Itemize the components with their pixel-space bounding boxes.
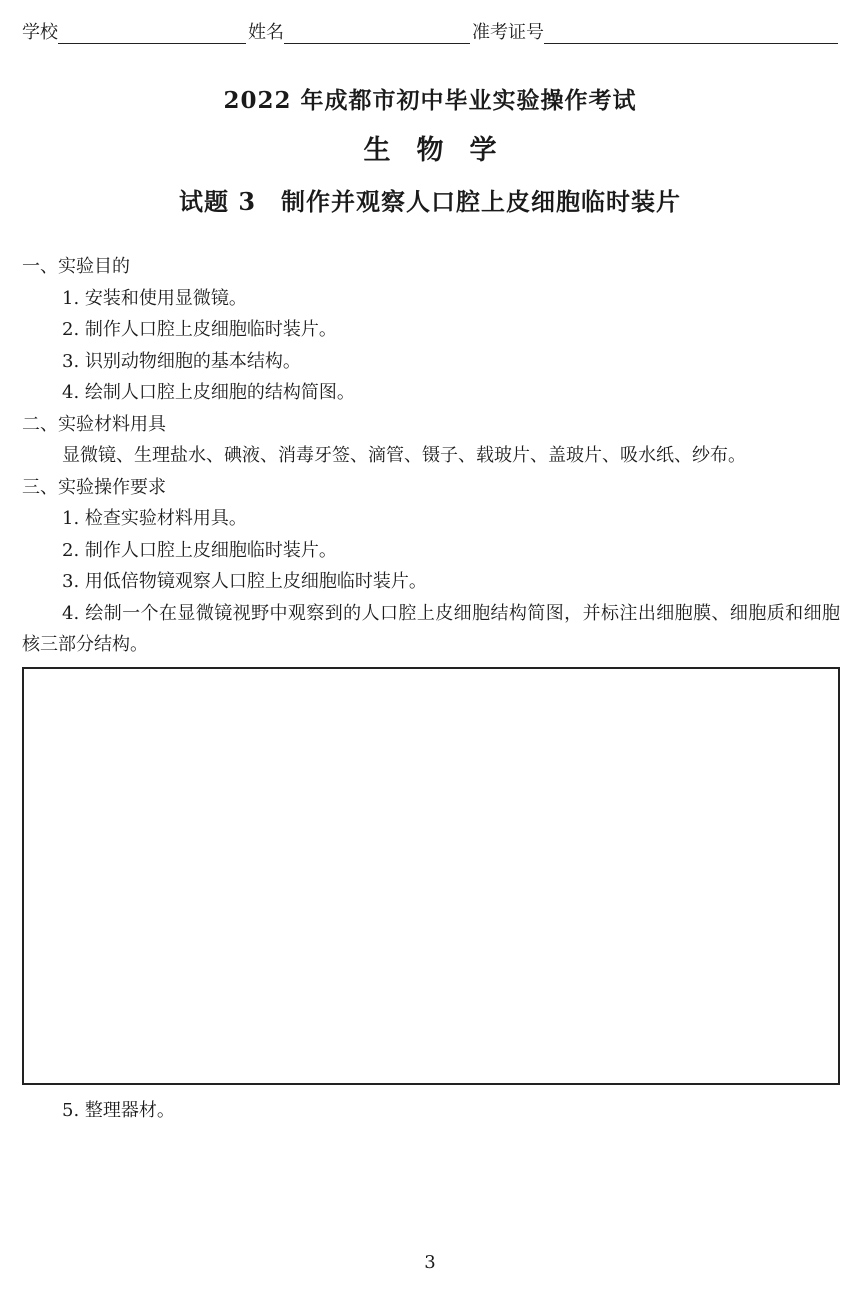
requirement-item: 1. 检查实验材料用具。 bbox=[62, 508, 247, 529]
exam-id-field[interactable] bbox=[544, 21, 838, 44]
name-field[interactable] bbox=[284, 21, 470, 44]
exam-id-label: 准考证号 bbox=[472, 22, 544, 43]
page-number: 3 bbox=[424, 1252, 436, 1273]
section-heading-requirements: 三、实验操作要求 bbox=[22, 476, 166, 498]
requirement-item: 4. 绘制一个在显微镜视野中观察到的人口腔上皮细胞结构简图，并标注出细胞膜、细胞质和细胞核三部分结构。 bbox=[22, 602, 840, 655]
section-heading-materials: 二、实验材料用具 bbox=[22, 413, 166, 435]
candidate-info-row bbox=[22, 18, 840, 44]
materials-text: 显微镜、生理盐水、碘液、消毒牙签、滴管、镊子、载玻片、盖玻片、吸水纸、纱布。 bbox=[62, 445, 746, 466]
requirement-item-final: 5. 整理器材。 bbox=[62, 1100, 175, 1121]
drawing-answer-box[interactable] bbox=[22, 667, 840, 1085]
purpose-item: 2. 制作人口腔上皮细胞临时装片。 bbox=[62, 319, 337, 340]
requirement-item: 2. 制作人口腔上皮细胞临时装片。 bbox=[62, 539, 337, 561]
section-heading-purpose: 一、实验目的 bbox=[22, 256, 130, 277]
school-field[interactable] bbox=[58, 21, 246, 44]
school-label: 学校 bbox=[22, 22, 58, 43]
purpose-item: 4. 绘制人口腔上皮细胞的结构简图。 bbox=[62, 382, 355, 403]
name-label: 姓名 bbox=[248, 22, 284, 43]
subject-title: 生物学 bbox=[363, 135, 523, 166]
question-body bbox=[22, 251, 840, 661]
purpose-item: 1. 安装和使用显微镜。 bbox=[62, 287, 247, 309]
exam-title: 2022 年成都市初中毕业实验操作考试 bbox=[223, 87, 637, 114]
requirement-item: 3. 用低倍物镜观察人口腔上皮细胞临时装片。 bbox=[62, 571, 427, 592]
purpose-item: 3. 识别动物细胞的基本结构。 bbox=[62, 350, 301, 372]
question-title: 试题 3 制作并观察人口腔上皮细胞临时装片 bbox=[178, 187, 682, 216]
